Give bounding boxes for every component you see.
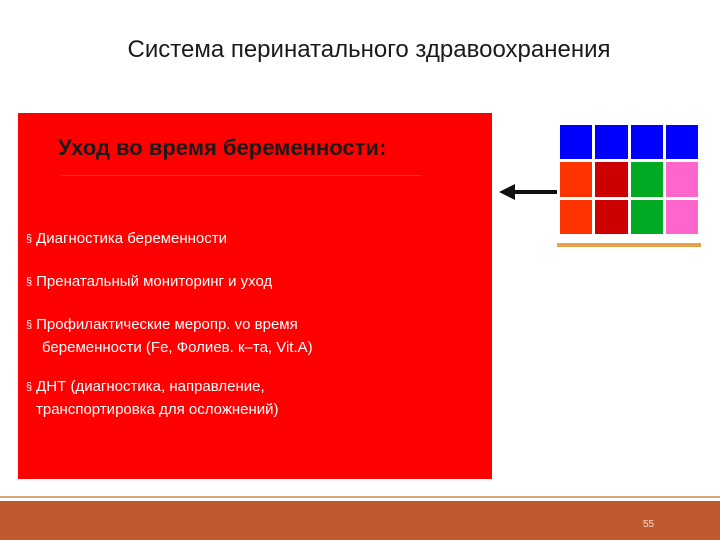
bullet-item: [26, 314, 313, 358]
bullet-item: [26, 376, 279, 420]
bullet-item: [26, 228, 227, 251]
grid-cell: [560, 200, 592, 234]
content-panel: [18, 113, 492, 479]
grid-base-bar: [557, 243, 701, 247]
color-block-grid: [560, 125, 698, 234]
bullet-marker: §: [26, 276, 33, 288]
grid-cell: [560, 125, 592, 159]
bullet-text: ДНТ (диагностика, направление,: [36, 378, 265, 395]
footer-bar: [0, 501, 720, 540]
heading-underline: [61, 175, 421, 176]
grid-cell: [631, 125, 663, 159]
footer-divider: [0, 496, 720, 498]
bullet-marker: §: [26, 233, 33, 245]
left-arrow-icon: [499, 181, 559, 203]
grid-cell: [595, 200, 627, 234]
grid-cell: [666, 200, 698, 234]
bullet-text: Диагностика беременности: [36, 230, 228, 247]
bullet-marker: §: [26, 319, 33, 331]
grid-cell: [595, 125, 627, 159]
slide-title: Система перинатального здравоохранения: [127, 36, 611, 63]
bullet-text: Пренатальный мониторинг и уход: [36, 273, 273, 290]
grid-cell: [631, 162, 663, 196]
panel-heading: Уход во время беременности:: [58, 135, 387, 160]
grid-cell: [631, 200, 663, 234]
grid-cell: [560, 162, 592, 196]
grid-cell: [666, 125, 698, 159]
slide-number: 55: [643, 519, 655, 530]
bullet-text-continued: беременности (Fe, Фолиев. к–та, Vit.A): [42, 339, 313, 356]
bullet-marker: §: [26, 381, 33, 393]
bullet-text: Профилактические меропр. vo время: [36, 316, 298, 333]
grid-cell: [666, 162, 698, 196]
bullet-text-continued: транспортировка для осложнений): [36, 401, 279, 418]
grid-cell: [595, 162, 627, 196]
bullet-item: [26, 271, 272, 294]
